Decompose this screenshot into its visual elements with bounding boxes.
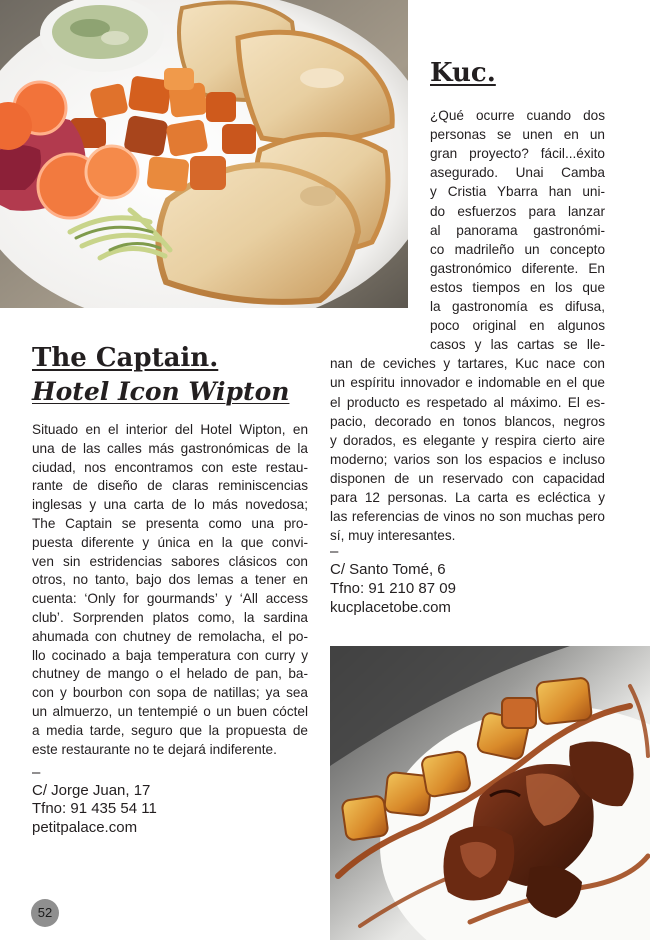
captain-text-line: puesta diferente y única en la que convi- bbox=[32, 534, 308, 550]
kuc-text-line: el producto es respetado al máximo. El es- bbox=[330, 394, 605, 410]
kuc-text-line: nan de ceviches y tartares, Kuc nace con bbox=[330, 356, 605, 372]
captain-text-line: ven sin estridencias sabores clásicos con bbox=[32, 553, 308, 569]
kuc-text-line: co madrileño un concepto bbox=[430, 241, 605, 257]
kuc-text-line: la gastronomía es difusa, bbox=[430, 299, 605, 314]
captain-text-line: a media tarde, seguro que la propuesta de bbox=[32, 722, 308, 738]
kuc-text-line: al panorama gastronómi- bbox=[430, 222, 605, 238]
captain-phone: Tfno: 91 435 54 11 bbox=[32, 800, 157, 817]
captain-text-line: inglesas y una carta de lo más novedosa; bbox=[32, 497, 308, 513]
kuc-text-line: sí, muy interesantes. bbox=[330, 528, 456, 544]
kuc-text-line: estos tiempos en los que bbox=[430, 279, 605, 295]
captain-website: petitpalace.com bbox=[32, 819, 138, 836]
kuc-text-line: ¿Qué ocurre cuando dos bbox=[430, 108, 605, 123]
kuc-text-line: un espíritu innovador e indomable en el que bbox=[330, 375, 605, 391]
captain-text-line: este restaurante no te dejará indiferente. bbox=[32, 741, 277, 757]
captain-text-line: otros, no tanto, bajo dos lemas a tener en bbox=[32, 572, 308, 588]
kuc-text-line: y dorados, es elegante y respira cierto aire bbox=[330, 432, 605, 448]
captain-text-line: cuenta: ‘Only for gourmands’ y ‘All access bbox=[32, 591, 308, 607]
kuc-text-line: para 12 personas. La carta es ecléctica y bbox=[330, 490, 605, 505]
kuc-address: C/ Santo Tomé, 6 bbox=[330, 561, 446, 578]
kuc-text-line: disponen de un reservado con capacidad bbox=[330, 470, 605, 486]
duck-dish-photo bbox=[330, 646, 650, 940]
kuc-text-line: do esfuerzos para lanzar bbox=[430, 203, 605, 219]
captain-title: The Captain. bbox=[32, 343, 219, 373]
kuc-website: kucplacetobe.com bbox=[330, 599, 451, 616]
captain-text-line: un almuerzo, un tentempié o un buen cóctel bbox=[32, 704, 308, 719]
captain-text-line: The Captain se presenta como una pro- bbox=[32, 516, 308, 531]
captain-address: C/ Jorge Juan, 17 bbox=[32, 782, 151, 799]
captain-text-line: chutney de mango o el helado de pan, ba- bbox=[32, 666, 308, 682]
captain-text-line: una de las calles más gastronómicas de la bbox=[32, 440, 308, 456]
kuc-phone: Tfno: 91 210 87 09 bbox=[330, 580, 456, 597]
kuc-text-line: pacio, decorado en tonos blancos, negros bbox=[330, 413, 605, 429]
page-number: 52 bbox=[31, 899, 59, 927]
kuc-contact-dash: – bbox=[330, 543, 339, 560]
captain-text-line: rante de diseño de claras reminiscencias bbox=[32, 478, 308, 494]
captain-text-line: club’. Sorprenden platos como, la sardina bbox=[32, 610, 308, 625]
kuc-text-line: asegurado. Unai Camba bbox=[430, 165, 605, 181]
kuc-text-line: poco original en algunos bbox=[430, 318, 605, 334]
captain-text-line: ahumada con chutney de remolacha, el po- bbox=[32, 628, 308, 644]
kuc-text-line: gran proyecto? fácil...éxito bbox=[430, 146, 605, 162]
captain-text-line: con y bourbon con sopa de natillas; ya sea bbox=[32, 685, 308, 701]
kuc-text-line: personas se unen en un bbox=[430, 127, 605, 143]
kuc-text-line: casos y las cartas se lle- bbox=[430, 337, 605, 353]
captain-text-line: ciudad, nos encontramos con este restau- bbox=[32, 459, 308, 475]
captain-contact-dash: – bbox=[32, 764, 41, 781]
captain-text-line: llo cocinado a baja temperatura con curry y bbox=[32, 647, 308, 663]
kuc-title: Kuc. bbox=[430, 58, 496, 88]
captain-text-line: Situado en el interior del Hotel Wipton, en bbox=[32, 422, 308, 437]
kuc-text-line: moderno; varios son los espacios e incluso bbox=[330, 451, 605, 467]
kuc-text-line: las referencias de vinos no son muchas pero bbox=[330, 509, 605, 525]
captain-subtitle: Hotel Icon Wipton bbox=[32, 377, 290, 406]
toast-salad-photo bbox=[0, 0, 408, 308]
kuc-text-line: y Cristia Ybarra han uni- bbox=[430, 184, 605, 200]
kuc-text-line: gastronómico diferente. En bbox=[430, 260, 605, 276]
